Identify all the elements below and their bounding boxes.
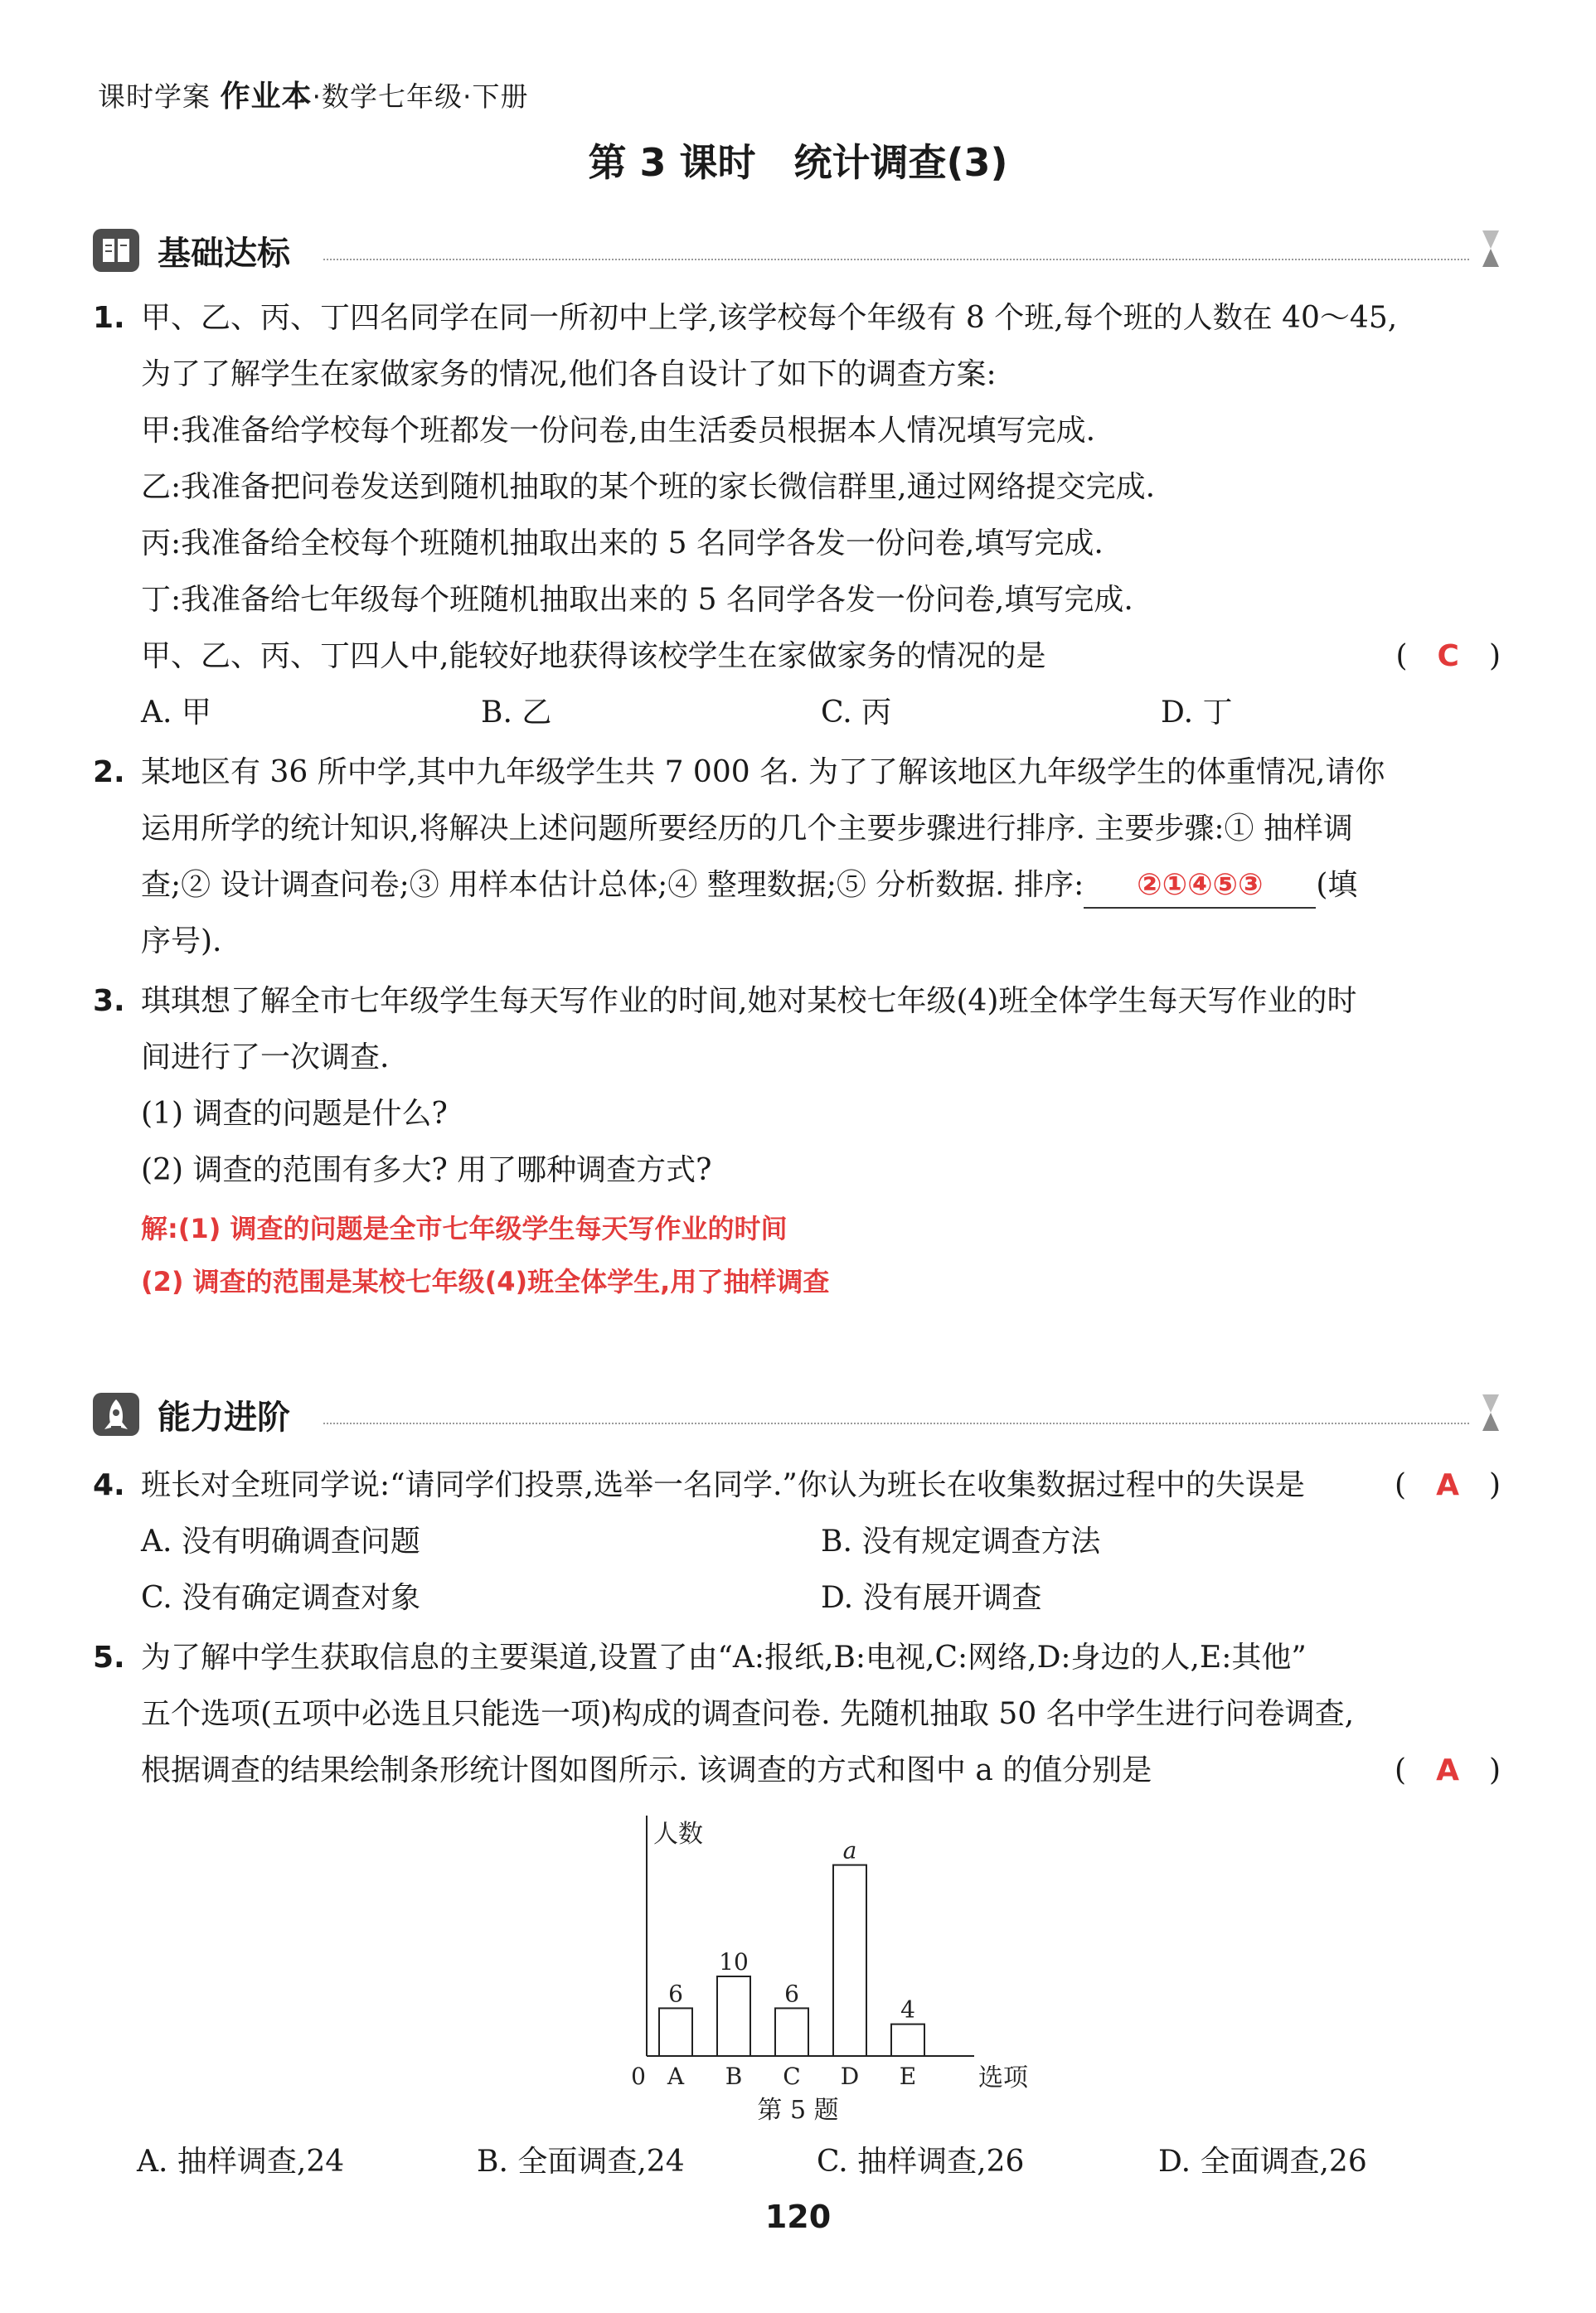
q5-option: D. 全面调查,26 <box>1158 2145 1367 2179</box>
q4-stem: 班长对全班同学说:“请同学们投票,选举一名同学.”你认为班长在收集数据过程中的失误是 <box>141 1468 1305 1502</box>
q1-option: C. 丙 <box>821 696 892 730</box>
x-axis-label: 选项 <box>978 2063 1028 2092</box>
tick-label-D: D <box>840 2063 860 2090</box>
q5-line: 为了解中学生获取信息的主要渠道,设置了由“A:报纸,B:电视,C:网络,D:身边的人,E:其他” <box>141 1641 1307 1675</box>
tick-label-C: C <box>783 2063 801 2090</box>
rocket-icon <box>93 1393 139 1436</box>
q1-option: A. 甲 <box>141 696 211 730</box>
q2-answer: ②①④⑤③ <box>1084 864 1316 909</box>
q2-line: 序号). <box>141 924 222 958</box>
q5-answer: A <box>1436 1753 1459 1787</box>
q1-option: B. 乙 <box>481 696 552 730</box>
lesson-title: 第 3 课时 统计调查(3) <box>588 140 1008 185</box>
q3-line: 琪琪想了解全市七年级学生每天写作业的时间,她对某校七年级(4)班全体学生每天写作业的时 <box>141 984 1357 1018</box>
q1-option: D. 丁 <box>1161 696 1233 730</box>
bar-B <box>717 1976 750 2056</box>
bar-chart <box>614 1807 1028 2106</box>
q5-line: 五个选项(五项中必选且只能选一项)构成的调查问卷. 先随机抽取 50 名中学生进行问卷调查, <box>141 1697 1355 1731</box>
q1-line: 甲、乙、丙、丁四名同学在同一所初中上学,该学校每个年级有 8 个班,每个班的人数在 40～45, <box>141 301 1398 335</box>
q2-number: 2. <box>93 755 125 789</box>
bar-E <box>891 2024 924 2056</box>
page-number: 120 <box>764 2199 832 2235</box>
q1-line: 为了了解学生在家做家务的情况,他们各自设计了如下的调查方案: <box>141 357 997 391</box>
hourglass-icon <box>1479 227 1502 270</box>
q1-answer: C <box>1437 639 1459 673</box>
y-axis-label: 人数 <box>653 1820 703 1849</box>
q1-line: 乙:我准备把问卷发送到随机抽取的某个班的家长微信群里,通过网络提交完成. <box>141 470 1156 504</box>
q3-line: (1) 调查的问题是什么? <box>141 1097 448 1131</box>
bar-C <box>775 2008 808 2056</box>
q1-line: 甲、乙、丙、丁四人中,能较好地获得该校学生在家做家务的情况的是 <box>141 639 1046 673</box>
hourglass-icon <box>1479 1391 1502 1434</box>
q1-line: 甲:我准备给学校每个班都发一份问卷,由生活委员根据本人情况填写完成. <box>141 414 1096 448</box>
q3-solution: (2) 调查的范围是某校七年级(4)班全体学生,用了抽样调查 <box>141 1266 830 1297</box>
q5-line: 根据调查的结果绘制条形统计图如图所示. 该调查的方式和图中 a 的值分别是 <box>141 1753 1152 1787</box>
bar-A <box>659 2008 692 2056</box>
q5-answer-bracket: ( A ) <box>1395 1753 1501 1787</box>
origin-label: 0 <box>631 2063 646 2090</box>
q4-option: B. 没有规定调查方法 <box>821 1525 1101 1559</box>
figure-caption: 第 5 题 <box>757 2096 839 2125</box>
q2-line: 运用所学的统计知识,将解决上述问题所要经历的几个主要步骤进行排序. 主要步骤:① 抽样调 <box>141 812 1353 846</box>
q5-option: B. 全面调查,24 <box>477 2145 685 2179</box>
q4-answer: A <box>1436 1468 1459 1502</box>
bar-D <box>833 1865 866 2056</box>
q1-line: 丁:我准备给七年级每个班随机抽取出来的 5 名同学各发一份问卷,填写完成. <box>141 583 1133 617</box>
data-label-D: a <box>842 1836 857 1864</box>
tick-label-E: E <box>899 2063 917 2090</box>
q5-option: A. 抽样调查,24 <box>137 2145 345 2179</box>
data-label-E: 4 <box>900 1995 915 2024</box>
q3-line: 间进行了一次调查. <box>141 1040 390 1074</box>
q5-number: 5. <box>93 1641 125 1675</box>
q3-number: 3. <box>93 984 125 1018</box>
q4-number: 4. <box>93 1468 125 1502</box>
q2-line: 查;② 设计调查问卷;③ 用样本估计总体;④ 整理数据;⑤ 分析数据. 排序: ②①④⑤③ (填 <box>141 864 1509 909</box>
q4-option: A. 没有明确调查问题 <box>141 1525 420 1559</box>
data-label-C: 6 <box>784 1980 799 2008</box>
q1-answer-bracket: ( C ) <box>1395 639 1501 673</box>
q4-option: D. 没有展开调查 <box>821 1581 1042 1615</box>
q4-answer-bracket: ( A ) <box>1395 1468 1501 1502</box>
tick-label-B: B <box>725 2063 743 2090</box>
q1-number: 1. <box>93 301 125 335</box>
q5-option: C. 抽样调查,26 <box>817 2145 1025 2179</box>
q3-solution: 解:(1) 调查的问题是全市七年级学生每天写作业的时间 <box>141 1213 788 1244</box>
tick-label-A: A <box>667 2063 685 2090</box>
q1-line: 丙:我准备给全校每个班随机抽取出来的 5 名同学各发一份问卷,填写完成. <box>141 526 1104 560</box>
data-label-B: 10 <box>719 1948 749 1976</box>
data-label-A: 6 <box>668 1980 683 2008</box>
q3-line: (2) 调查的范围有多大? 用了哪种调查方式? <box>141 1153 712 1187</box>
section-advanced: 能力进阶 <box>93 1386 1502 1444</box>
q2-line: 某地区有 36 所中学,其中九年级学生共 7 000 名. 为了了解该地区九年级学生的体重情况,请你 <box>141 755 1385 789</box>
book-header: 课时学案 作业本·数学七年级·下册 <box>98 80 529 114</box>
q4-option: C. 没有确定调查对象 <box>141 1581 421 1615</box>
book-icon <box>93 229 139 272</box>
section-basic: 基础达标 <box>93 222 1502 280</box>
